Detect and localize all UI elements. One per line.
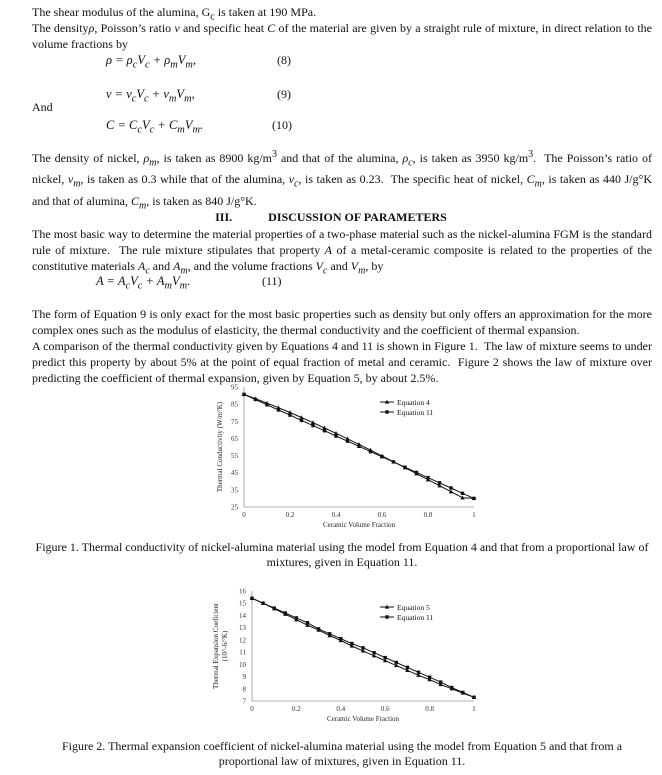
- y-tick-label: 12: [239, 636, 246, 645]
- data-point: [372, 651, 375, 654]
- data-point: [426, 476, 429, 479]
- x-axis-label: Ceramic Volume Fraction: [326, 715, 400, 723]
- data-point: [361, 646, 364, 649]
- data-point: [449, 486, 452, 489]
- y-tick-label: 7: [242, 697, 246, 706]
- data-point: [350, 642, 353, 645]
- paragraph-rule-of-mixture-intro: The densityρ, Poisson’s ratio ν and specific heat C of the material are given by a straight rule of mixture, in direct relation to the volume fractions by: [32, 21, 652, 51]
- section-heading: [0, 210, 662, 225]
- data-point: [472, 497, 475, 500]
- y-tick-label: 55: [231, 452, 238, 461]
- data-point: [334, 434, 337, 437]
- data-point: [417, 671, 420, 674]
- data-point: [439, 680, 442, 683]
- y-tick-label: 10: [239, 660, 246, 669]
- legend-label-2: Equation 11: [397, 612, 434, 622]
- data-point: [254, 398, 257, 401]
- data-point: [284, 611, 287, 614]
- data-point: [384, 656, 387, 659]
- paragraph-shear-modulus: The shear modulus of the alumina, $G_c$ is taken at 190 MPa.: [32, 5, 317, 23]
- x-tick-label: 0.6: [380, 705, 390, 713]
- data-point: [261, 602, 264, 605]
- figure-1-caption: Figure 1. Thermal conductivity of nickel-alumina material using the model from Equation 4 and that from a proportional law of mixtures, given in Equation 11.: [35, 540, 649, 569]
- data-point: [472, 696, 475, 699]
- data-point: [438, 481, 441, 484]
- y-tick-label: 75: [231, 417, 238, 426]
- x-tick-label: 0: [242, 511, 246, 519]
- data-point: [406, 666, 409, 669]
- and-word: And: [32, 100, 53, 114]
- y-tick-label: 13: [239, 624, 246, 633]
- legend-label-2: Equation 11: [397, 407, 434, 417]
- data-point: [403, 466, 406, 469]
- y-tick-label: 85: [231, 400, 238, 409]
- x-tick-label: 0.4: [331, 511, 341, 519]
- y-tick-label: 65: [231, 434, 238, 443]
- x-tick-label: 0.8: [425, 705, 434, 713]
- y-tick-label: 15: [239, 599, 246, 608]
- x-tick-label: 0.2: [292, 705, 301, 713]
- equation-9-number: (9): [277, 87, 291, 101]
- section-title: DISCUSSION OF PARAMETERS: [268, 210, 447, 224]
- paragraph-standard-rule: The most basic way to determine the material properties of a two-phase material such as the nickel-alumina FGM is the standard rule of mixture. The rule mixture stipulates that property A of a metal-ceramic composite is related to the properties of the constitutive materials $A_c$ and $A_m$, and the volume fractions $V_c$ and $V_m$, by: [32, 227, 653, 277]
- data-point: [288, 413, 291, 416]
- y-axis-label: (10^-6/°K): [221, 630, 229, 662]
- data-point: [346, 439, 349, 442]
- equation-8: $\rho = \rho_cV_c + \rho_mV_m$,: [106, 53, 197, 71]
- data-point: [380, 455, 383, 458]
- y-tick-label: 45: [231, 469, 238, 478]
- data-point: [323, 429, 326, 432]
- paragraph-approximation: The form of Equation 9 is only exact for the most basic properties such as density but only offers an approximation for the more complex ones such as the modulus of elasticity, the thermal conductivity and the coefficient of thermal expansion.: [32, 307, 652, 337]
- x-tick-label: 0.2: [285, 511, 295, 519]
- data-point: [277, 408, 280, 411]
- equation-10: $C = C_cV_c + C_mV_m$.: [106, 118, 204, 136]
- x-tick-label: 1: [472, 705, 476, 713]
- y-tick-label: 25: [231, 503, 238, 512]
- equation-9: $\nu = \nu_cV_c + \nu_mV_m$,: [106, 87, 195, 105]
- equation-8-number: (8): [277, 53, 291, 67]
- legend-marker-2: [385, 410, 388, 413]
- data-point: [461, 492, 464, 495]
- data-point: [250, 597, 253, 600]
- x-axis-label: Ceramic Volume Fraction: [322, 521, 396, 529]
- x-tick-label: 0.8: [423, 511, 433, 519]
- data-point: [317, 627, 320, 630]
- data-point: [295, 616, 298, 619]
- data-point: [392, 460, 395, 463]
- data-point: [395, 661, 398, 664]
- y-tick-label: 11: [239, 648, 246, 657]
- data-point: [300, 419, 303, 422]
- y-axis-label: Thermal Expansion Coeficient: [212, 603, 220, 689]
- y-axis-label: Thermal Conductivity (W/m°K): [216, 401, 224, 493]
- legend-label-1: Equation 5: [397, 602, 430, 612]
- data-point: [428, 675, 431, 678]
- legend-label-1: Equation 4: [397, 397, 430, 407]
- data-point: [415, 471, 418, 474]
- x-tick-label: 1: [472, 511, 476, 519]
- y-tick-label: 95: [231, 383, 238, 392]
- equation-11: $A = A_cV_c + A_mV_m$.: [96, 274, 191, 292]
- x-tick-label: 0.6: [377, 511, 387, 519]
- x-tick-label: 0.4: [336, 705, 346, 713]
- x-tick-label: 0: [250, 705, 254, 713]
- y-tick-label: 8: [242, 685, 246, 694]
- data-point: [242, 393, 245, 396]
- y-tick-label: 9: [242, 673, 246, 682]
- equation-10-number: (10): [272, 118, 292, 132]
- data-point: [461, 691, 464, 694]
- figure-1-chart: [208, 382, 498, 536]
- data-point: [265, 403, 268, 406]
- data-point: [357, 445, 360, 448]
- equation-11-number: (11): [262, 274, 282, 288]
- paragraph-comparison: A comparison of the thermal conductivity given by Equations 4 and 11 is shown in Figure 1. The law of mixture seems to under predict this property by about 5% at the point of equal fraction of metal and ceramic. Figure 2 shows the law of mixture over predicting the coefficient of thermal expansion, given by Equation 5, by about 2.5%.: [32, 339, 652, 385]
- legend-marker-2: [385, 615, 388, 618]
- data-point: [339, 637, 342, 640]
- data-point: [450, 686, 453, 689]
- y-tick-label: 35: [231, 486, 238, 495]
- figure-2-chart: [208, 585, 498, 735]
- data-point: [273, 606, 276, 609]
- section-number: III.: [215, 210, 233, 224]
- y-tick-label: 16: [239, 587, 246, 596]
- data-point: [328, 632, 331, 635]
- data-point: [369, 450, 372, 453]
- figure-2-caption: Figure 2. Thermal expansion coefficient of nickel-alumina material using the model from Equation 5 and that from a proportional law of mixtures, given in Equation 11.: [61, 739, 623, 768]
- paragraph-material-constants: The density of nickel, $\rho_m$, is taken as 8900 $kg/m^3$ and that of the alumina, $\rho_c$, is taken as 3950 $kg/m^3$. The Poisson’s ratio of nickel, $\nu_m$, is taken as 0.3 while that of the alumina, $\nu_c$, is taken as 0.23. The specific heat of nickel, $C_m$, is taken as 440 J/g°K and that of alumina, $C_m$, is taken as 840 J/g°K.: [32, 149, 653, 212]
- data-point: [306, 621, 309, 624]
- y-tick-label: 14: [239, 611, 246, 620]
- data-point: [311, 424, 314, 427]
